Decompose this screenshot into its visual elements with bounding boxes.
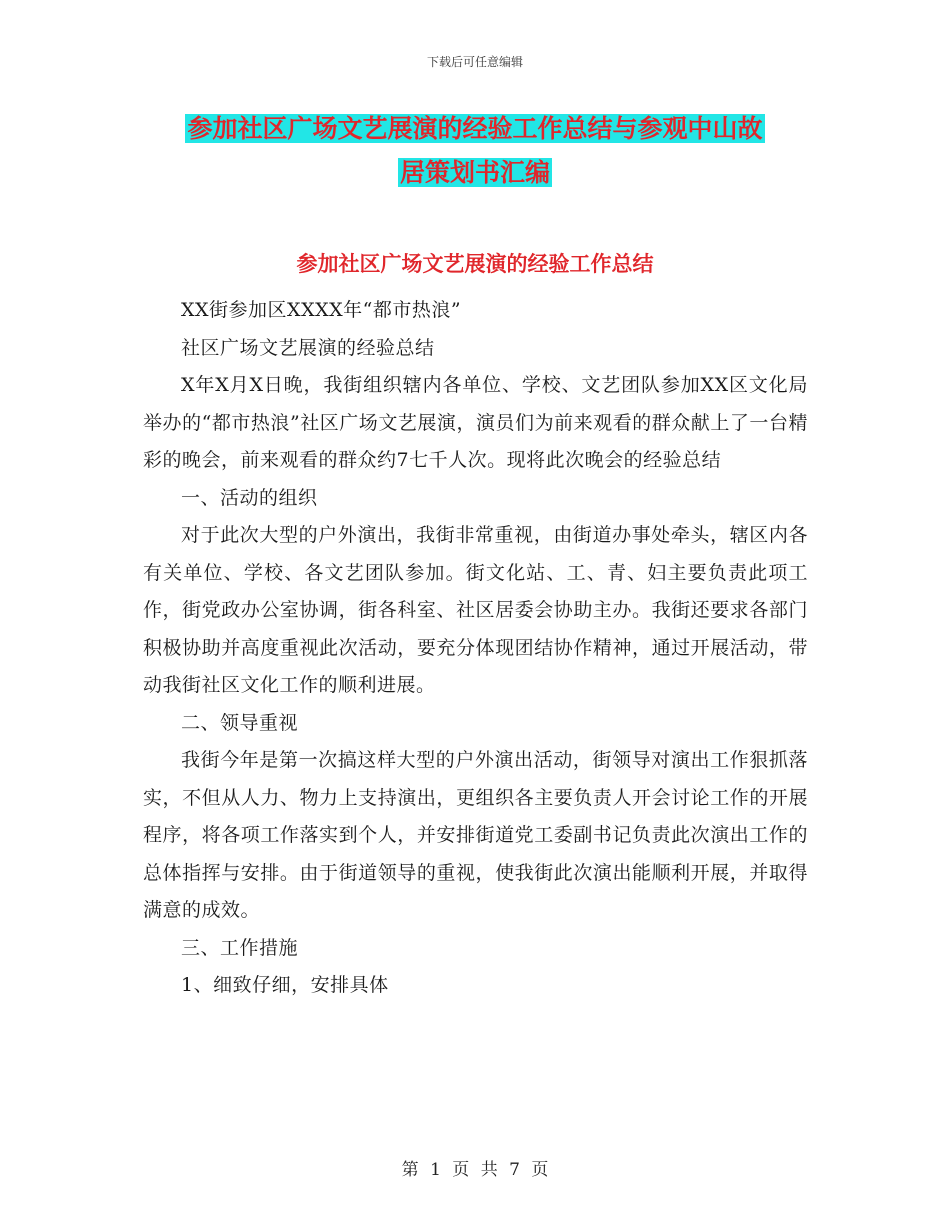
page-footer: 第 1 页 共 7 页 <box>401 1160 549 1180</box>
paragraph-heading: 二、领导重视 <box>181 711 299 734</box>
title-highlight-2: 居策划书汇编 <box>399 158 550 187</box>
document-title-line-2 <box>0 158 950 188</box>
paragraph-heading: 一、活动的组织 <box>181 486 318 509</box>
paragraph: 社区广场文艺展演的经验总结 <box>181 336 435 359</box>
paragraph-heading: 三、工作措施 <box>181 936 299 959</box>
paragraph: XX街参加区XXXX年“都市热浪” <box>181 299 462 321</box>
paragraph: 对于此次大型的户外演出，我街非常重视，由街道办事处牵头，辖区内各有关单位、学校、各文艺团队参加。街文化站、工、青、妇主要负责此项工作，街党政办公室协调，街各科室、社区居委会协助主办。我街还要求各部门积极协助并高度重视此次活动，要充分体现团结协作精神，通过开展活动，带动我街社区文化工作的顺利进展。 <box>143 524 808 696</box>
title-highlight-1: 参加社区广场文艺展演的经验工作总结与参观中山故 <box>187 114 763 143</box>
header-note: 下载后可任意编辑 <box>426 55 523 69</box>
paragraph: X年X月X日晚，我街组织辖内各单位、学校、文艺团队参加XX区文化局举办的“都市热浪”社区广场文艺展演，演员们为前来观看的群众献上了一台精彩的晚会，前来观看的群众约7七千人次。现将此次晚会的经验总结 <box>143 374 808 471</box>
paragraph: 1、细致仔细，安排具体 <box>181 974 389 996</box>
section-title: 参加社区广场文艺展演的经验工作总结 <box>296 252 654 276</box>
document-body <box>143 292 808 1005</box>
document-title-line-1 <box>0 114 950 144</box>
paragraph: 我街今年是第一次搞这样大型的户外演出活动，街领导对演出工作狠抓落实，不但从人力、物力上支持演出，更组织各主要负责人开会讨论工作的开展程序，将各项工作落实到个人，并安排街道党工委副书记负责此次演出工作的总体指挥与安排。由于街道领导的重视，使我街此次演出能顺利开展，并取得满意的成效。 <box>143 749 808 921</box>
